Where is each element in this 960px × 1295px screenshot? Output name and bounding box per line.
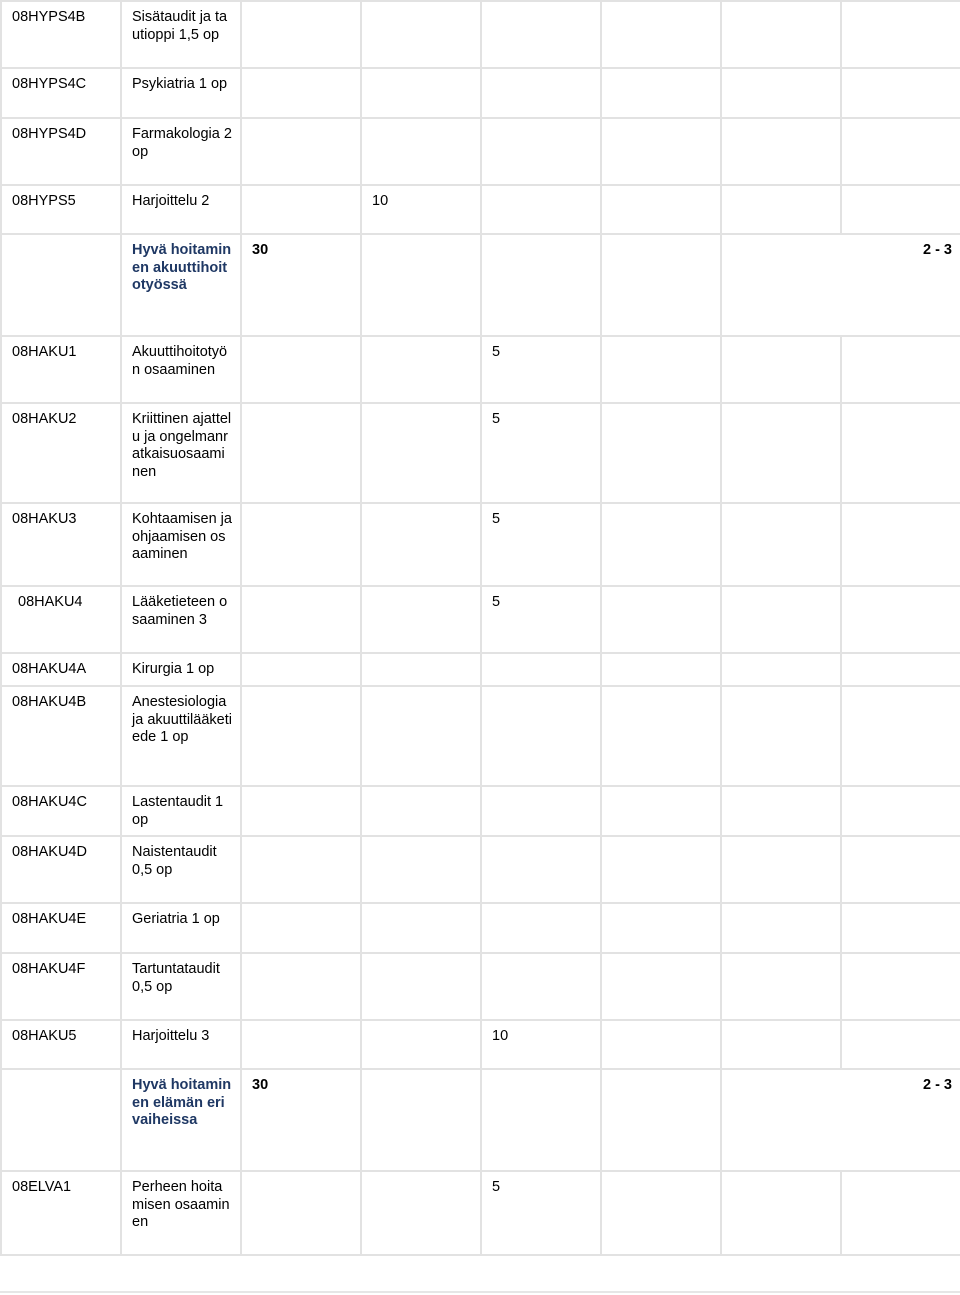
table-row [1,118,960,185]
table-row [1,1069,960,1171]
table-row [1,953,960,1020]
empty-cell [601,234,721,336]
course-code: 08HYPS5 [1,185,121,234]
empty-cell [841,336,960,403]
empty-cell [841,185,960,234]
course-name: Psykiatria 1 op [121,68,241,118]
empty-cell [721,903,841,953]
empty-cell [721,1171,841,1255]
course-name: Farmakologia 2 op [121,118,241,185]
empty-cell [841,653,960,686]
empty-cell [361,336,481,403]
empty-cell [241,1020,361,1069]
empty-cell [361,586,481,653]
empty-cell [601,1171,721,1255]
empty-cell [841,903,960,953]
module-heading: Hyvä hoitaminen akuuttihoitotyössä [121,234,241,336]
course-code: 08ELVA1 [1,1171,121,1255]
empty-cell [241,1171,361,1255]
course-credits: 10 [361,185,481,234]
course-name: Tartuntataudit 0,5 op [121,953,241,1020]
empty-cell [361,953,481,1020]
empty-cell [601,1069,721,1171]
table-row [1,336,960,403]
empty-cell [361,686,481,786]
empty-cell [241,403,361,503]
empty-cell [241,68,361,118]
empty-cell [361,786,481,836]
empty-cell [601,503,721,586]
empty-cell [841,403,960,503]
empty-cell [841,836,960,903]
empty-cell [241,653,361,686]
table-row [1,686,960,786]
empty-cell [721,68,841,118]
table-row [1,403,960,503]
empty-cell [241,336,361,403]
empty-cell [601,1,721,68]
course-name: Harjoittelu 2 [121,185,241,234]
empty-cell [601,185,721,234]
empty-cell [601,686,721,786]
empty-cell [601,68,721,118]
empty-cell [241,185,361,234]
empty-cell [601,336,721,403]
empty-cell [841,1020,960,1069]
course-name: Kriittinen ajattelu ja ongelmanratkaisuosaaminen [121,403,241,503]
empty-cell [481,953,601,1020]
page-bottom-rule [0,1291,960,1293]
module-study-year: 2 - 3 [721,1069,960,1171]
course-credits: 5 [481,336,601,403]
course-code: 08HAKU1 [1,336,121,403]
empty-cell [601,1020,721,1069]
course-code: 08HAKU4E [1,903,121,953]
empty-cell [361,1020,481,1069]
empty-cell [481,1069,601,1171]
course-code: 08HAKU4B [1,686,121,786]
empty-cell [361,1171,481,1255]
empty-cell [361,653,481,686]
empty-cell [721,1,841,68]
empty-cell [721,786,841,836]
course-name: Lääketieteen osaaminen 3 [121,586,241,653]
empty-cell [841,68,960,118]
course-code: 08HYPS4B [1,1,121,68]
empty-cell [481,836,601,903]
empty-cell [241,118,361,185]
course-credits: 5 [481,586,601,653]
empty-cell [841,686,960,786]
course-code: 08HAKU5 [1,1020,121,1069]
empty-cell [601,786,721,836]
empty-cell [481,185,601,234]
course-code: 08HAKU4F [1,953,121,1020]
table-row [1,503,960,586]
table-row [1,68,960,118]
empty-cell [721,118,841,185]
empty-cell [481,653,601,686]
empty-cell [361,1069,481,1171]
empty-cell [481,686,601,786]
empty-cell [721,185,841,234]
course-code [1,1069,121,1171]
empty-cell [601,403,721,503]
module-study-year: 2 - 3 [721,234,960,336]
empty-cell [481,68,601,118]
course-name: Sisätaudit ja tautioppi 1,5 op [121,1,241,68]
table-row [1,1171,960,1255]
course-name: Kohtaamisen ja ohjaamisen osaaminen [121,503,241,586]
table-row [1,786,960,836]
course-code: 08HYPS4C [1,68,121,118]
course-code: 08HAKU2 [1,403,121,503]
empty-cell [241,953,361,1020]
module-credits: 30 [241,234,361,336]
empty-cell [241,686,361,786]
empty-cell [721,403,841,503]
course-name: Anestesiologia ja akuuttilääketiede 1 op [121,686,241,786]
empty-cell [721,836,841,903]
course-name: Kirurgia 1 op [121,653,241,686]
empty-cell [841,786,960,836]
course-code [1,234,121,336]
course-name: Harjoittelu 3 [121,1020,241,1069]
empty-cell [241,836,361,903]
empty-cell [361,503,481,586]
empty-cell [481,786,601,836]
empty-cell [361,903,481,953]
course-credits: 5 [481,503,601,586]
course-name: Akuuttihoitotyön osaaminen [121,336,241,403]
table-row [1,586,960,653]
empty-cell [601,953,721,1020]
empty-cell [361,1,481,68]
course-credits: 10 [481,1020,601,1069]
empty-cell [601,836,721,903]
empty-cell [841,1,960,68]
module-credits: 30 [241,1069,361,1171]
empty-cell [601,118,721,185]
empty-cell [721,336,841,403]
empty-cell [721,653,841,686]
table-row [1,836,960,903]
table-row [1,903,960,953]
empty-cell [361,403,481,503]
course-name: Perheen hoitamisen osaaminen [121,1171,241,1255]
empty-cell [241,786,361,836]
course-name: Lastentaudit 1 op [121,786,241,836]
empty-cell [241,1,361,68]
empty-cell [841,118,960,185]
empty-cell [361,68,481,118]
empty-cell [841,1171,960,1255]
empty-cell [361,234,481,336]
empty-cell [481,118,601,185]
table-row [1,653,960,686]
course-code: 08HAKU4D [1,836,121,903]
module-heading: Hyvä hoitaminen elämän eri vaiheissa [121,1069,241,1171]
empty-cell [601,903,721,953]
course-credits: 5 [481,1171,601,1255]
empty-cell [361,836,481,903]
table-row [1,185,960,234]
empty-cell [841,503,960,586]
empty-cell [241,903,361,953]
table-row [1,234,960,336]
table-row [1,1020,960,1069]
course-code: 08HAKU3 [1,503,121,586]
empty-cell [361,118,481,185]
course-name: Naistentaudit 0,5 op [121,836,241,903]
empty-cell [481,903,601,953]
course-code: 08HAKU4A [1,653,121,686]
empty-cell [601,653,721,686]
empty-cell [481,1,601,68]
empty-cell [241,586,361,653]
table-row [1,1,960,68]
course-code: 08HAKU4C [1,786,121,836]
empty-cell [721,586,841,653]
empty-cell [601,586,721,653]
empty-cell [841,953,960,1020]
empty-cell [241,503,361,586]
empty-cell [481,234,601,336]
empty-cell [721,1020,841,1069]
course-name: Geriatria 1 op [121,903,241,953]
empty-cell [721,953,841,1020]
course-code: 08HYPS4D [1,118,121,185]
empty-cell [841,586,960,653]
empty-cell [721,503,841,586]
course-code: 08HAKU4 [1,586,121,653]
course-credits: 5 [481,403,601,503]
empty-cell [721,686,841,786]
